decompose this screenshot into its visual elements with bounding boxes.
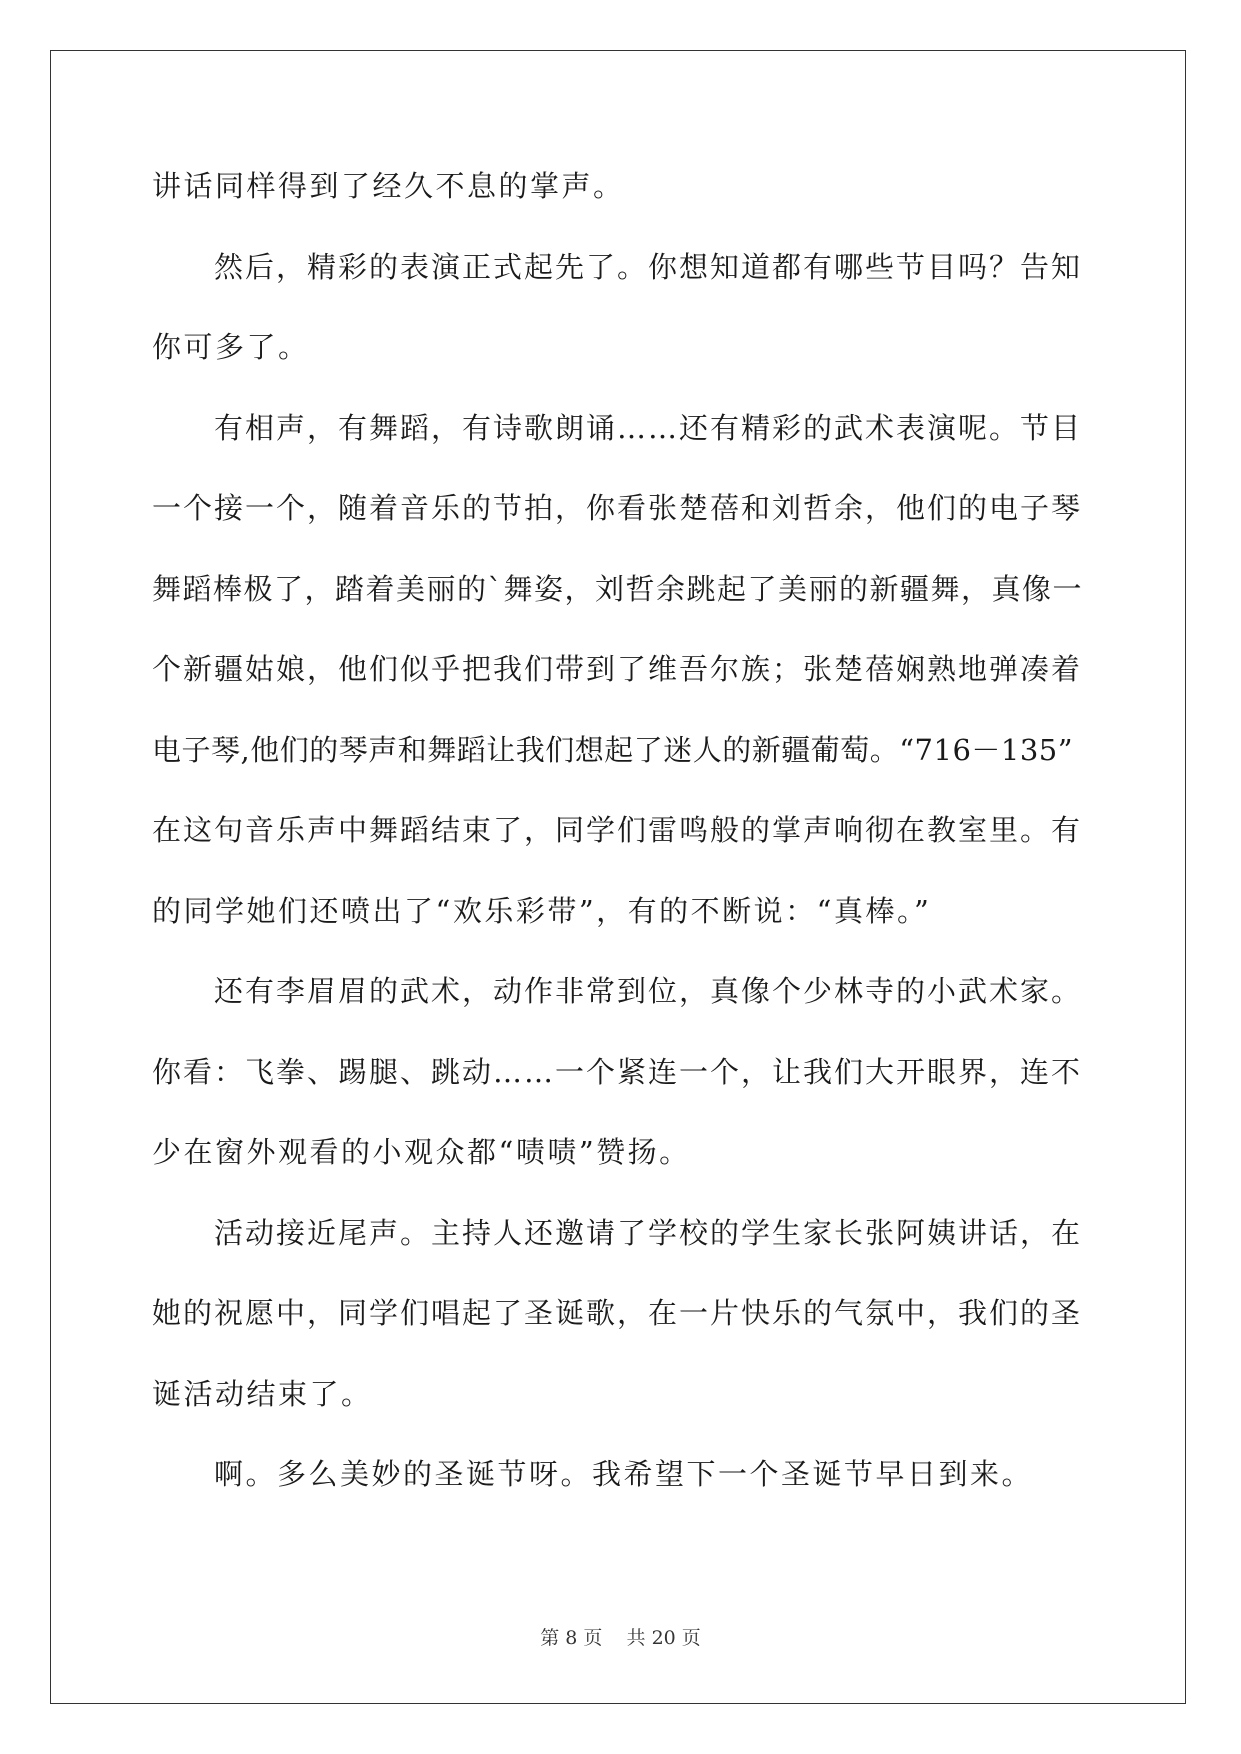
text-line: 有相声，有舞蹈，有诗歌朗诵……还有精彩的武术表演呢。节目: [214, 410, 1083, 445]
page-number-footer: 第 8 页 共 20 页: [540, 1627, 701, 1649]
text-line: 电子琴,他们的琴声和舞蹈让我们想起了迷人的新疆葡萄。“716－135”: [152, 732, 1074, 767]
document-body: [152, 146, 1087, 1515]
text-line: 她的祝愿中，同学们唱起了圣诞歌，在一片快乐的气氛中，我们的圣: [152, 1296, 1083, 1330]
text-line: 然后，精彩的表演正式起先了。你想知道都有哪些节目吗？告知: [214, 249, 1083, 284]
text-line: 少在窗外观看的小观众都“啧啧”赞扬。: [152, 1135, 691, 1169]
text-line: 诞活动结束了。: [152, 1376, 373, 1411]
text-line: 的同学她们还喷出了“欢乐彩带”，有的不断说：“真棒。”: [152, 893, 932, 928]
text-line: 个新疆姑娘，他们似乎把我们带到了维吾尔族；张楚蓓娴熟地弹凑着: [152, 652, 1083, 686]
text-line: 一个接一个，随着音乐的节拍，你看张楚蓓和刘哲余，他们的电子琴: [152, 491, 1083, 525]
text-line: 还有李眉眉的武术，动作非常到位，真像个少林寺的小武术家。: [214, 974, 1083, 1008]
text-line: 啊。多么美妙的圣诞节呀。我希望下一个圣诞节早日到来。: [214, 1457, 1034, 1491]
text-line: 在这句音乐声中舞蹈结束了，同学们雷鸣般的掌声响彻在教室里。有: [152, 813, 1083, 847]
text-line: 讲话同样得到了经久不息的掌声。: [152, 169, 625, 203]
text-line: 你可多了。: [152, 330, 310, 364]
text-line: 活动接近尾声。主持人还邀请了学校的学生家长张阿姨讲话，在: [214, 1215, 1083, 1250]
text-line: 舞蹈棒极了，踏着美丽的`舞姿，刘哲余跳起了美丽的新疆舞，真像一: [152, 571, 1084, 606]
text-line: 你看：飞拳、踢腿、跳动……一个紧连一个，让我们大开眼界，连不: [152, 1054, 1083, 1089]
